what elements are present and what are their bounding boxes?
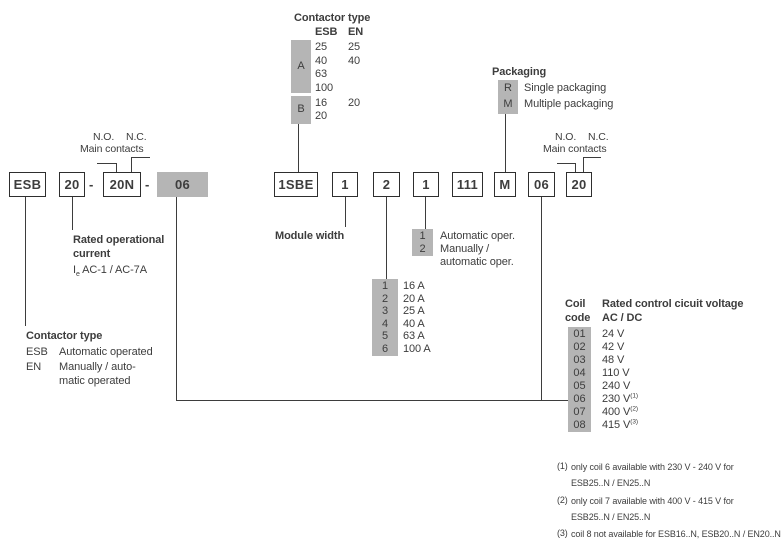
footnote-marker: (2) bbox=[557, 495, 568, 505]
coil-code: 05 bbox=[573, 380, 586, 392]
coil-code: 03 bbox=[573, 354, 586, 366]
code-box-coil: 06 bbox=[157, 172, 208, 197]
coil-voltage: 230 $V^{(1)}$ bbox=[602, 392, 638, 405]
table-cell: 63 bbox=[315, 68, 328, 80]
current-code: 1 bbox=[381, 280, 389, 292]
operation-code: 2 bbox=[419, 243, 426, 255]
packaging-code: M bbox=[503, 98, 513, 110]
code-box-type: 20N bbox=[103, 172, 141, 197]
coil-voltage-header: AC / DC bbox=[602, 312, 643, 324]
operation-code: 1 bbox=[419, 230, 426, 242]
coil-voltage: 400 $V^{(2)}$ bbox=[602, 405, 638, 418]
current-label: 40 A bbox=[403, 318, 425, 330]
table-cell: 20 bbox=[348, 97, 361, 109]
contactor-type-desc: Manually / auto- bbox=[59, 361, 136, 373]
footnote-text: only coil 6 available with 230 V - 240 V for bbox=[571, 462, 734, 472]
main-contacts-nc-label: N.C. bbox=[588, 131, 609, 143]
coil-code: 06 bbox=[573, 393, 586, 405]
table-cell: 100 bbox=[315, 82, 334, 94]
current-code: 4 bbox=[381, 318, 389, 330]
code-box-111: 111 bbox=[452, 172, 483, 197]
coil-voltage: 415 $V^{(3)}$ bbox=[602, 418, 638, 431]
col-header-en: EN bbox=[348, 26, 364, 38]
code-box-current: 2 bbox=[373, 172, 400, 197]
current-label: 63 A bbox=[403, 330, 425, 342]
rated-current-formula: $I_e$ AC-1 / AC-7A bbox=[73, 264, 147, 279]
coil-header: code bbox=[565, 312, 591, 324]
main-contacts-no-label: N.O. bbox=[93, 131, 115, 143]
footnote-text: only coil 7 available with 400 V - 415 V for bbox=[571, 496, 734, 506]
module-width-label: Module width bbox=[275, 230, 345, 242]
code-dash: - bbox=[89, 177, 94, 192]
coil-voltage: 42 V bbox=[602, 341, 625, 353]
rated-current-title-line2: current bbox=[73, 248, 111, 260]
footnote-text: ESB25..N / EN25..N bbox=[571, 512, 651, 522]
coil-code: 04 bbox=[573, 367, 586, 379]
coil-code: 02 bbox=[573, 341, 586, 353]
main-contacts-label: Main contacts bbox=[80, 143, 144, 155]
code-box-operation: 1 bbox=[413, 172, 439, 197]
main-contacts-no-label: N.O. bbox=[555, 131, 577, 143]
coil-voltage: 110 V bbox=[602, 367, 630, 379]
main-contacts-label: Main contacts bbox=[543, 143, 607, 155]
current-code: 6 bbox=[381, 343, 389, 355]
main-contacts-nc-label: N.C. bbox=[126, 131, 147, 143]
table-cell: 40 bbox=[315, 55, 328, 67]
contactor-type-desc: Automatic operated bbox=[59, 346, 153, 358]
operation-label: Manually / bbox=[440, 243, 490, 255]
group-a-label: A bbox=[297, 60, 305, 72]
contactor-type-top-title: Contactor type bbox=[294, 12, 371, 24]
contactor-type-code: EN bbox=[26, 361, 42, 373]
coil-code: 01 bbox=[573, 328, 586, 340]
coil-voltage-header: Rated control cicuit voltage bbox=[602, 298, 744, 310]
code-box-contacts: 20 bbox=[566, 172, 592, 197]
coil-voltage: 240 V bbox=[602, 380, 631, 392]
code-box-current: 20 bbox=[59, 172, 85, 197]
current-code: 3 bbox=[381, 305, 389, 317]
table-cell: 25 bbox=[315, 41, 328, 53]
packaging-label: Single packaging bbox=[524, 82, 607, 94]
col-header-esb: ESB bbox=[315, 26, 338, 38]
current-code: 2 bbox=[381, 293, 389, 305]
contactor-type-desc: matic operated bbox=[59, 375, 131, 387]
table-cell: 40 bbox=[348, 55, 361, 67]
footnote-marker: (1) bbox=[557, 461, 568, 471]
packaging-label: Multiple packaging bbox=[524, 98, 614, 110]
operation-label: Automatic oper. bbox=[440, 230, 515, 242]
packaging-title: Packaging bbox=[492, 66, 547, 78]
current-label: 25 A bbox=[403, 305, 425, 317]
current-code: 5 bbox=[381, 330, 389, 342]
coil-code: 07 bbox=[573, 406, 586, 418]
coil-voltage: 24 V bbox=[602, 328, 625, 340]
packaging-code: R bbox=[504, 82, 512, 94]
contactor-type-bottom-title: Contactor type bbox=[26, 330, 103, 342]
current-label: 20 A bbox=[403, 293, 425, 305]
code-box-packaging: M bbox=[494, 172, 516, 197]
coil-code: 08 bbox=[573, 419, 586, 431]
table-cell: 20 bbox=[315, 110, 328, 122]
footnote-text: ESB25..N / EN25..N bbox=[571, 478, 651, 488]
coil-voltage: 48 V bbox=[602, 354, 625, 366]
code-box-1sbe: 1SBE bbox=[274, 172, 318, 197]
operation-label-cont: automatic oper. bbox=[440, 256, 514, 268]
footnote-marker: (3) bbox=[557, 528, 568, 538]
code-dash: - bbox=[145, 177, 150, 192]
table-cell: 25 bbox=[348, 41, 361, 53]
group-b-label: B bbox=[297, 103, 305, 115]
coil-header: Coil bbox=[565, 298, 586, 310]
current-label: 100 A bbox=[403, 343, 431, 355]
footnote-text: coil 8 not available for ESB16..N, ESB20..N / EN20..N bbox=[571, 529, 781, 539]
current-label: 16 A bbox=[403, 280, 425, 292]
rated-current-title-line1: Rated operational bbox=[73, 234, 165, 246]
code-box-module-width: 1 bbox=[332, 172, 358, 197]
table-cell: 16 bbox=[315, 97, 328, 109]
code-box-coil: 06 bbox=[528, 172, 555, 197]
code-box-esb: ESB bbox=[9, 172, 46, 197]
contactor-type-code: ESB bbox=[26, 346, 48, 358]
